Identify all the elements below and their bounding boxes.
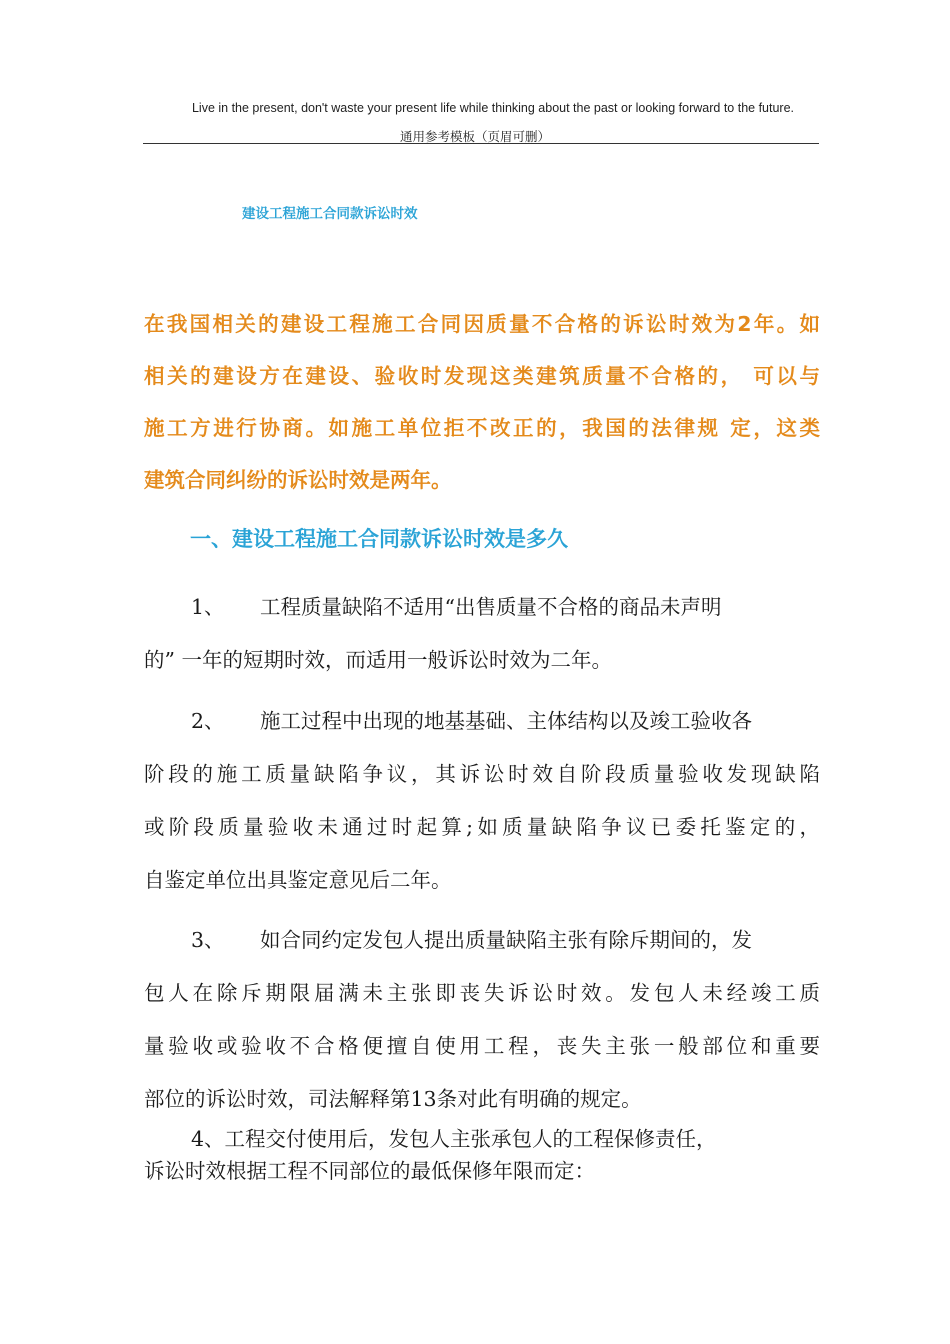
list-item-2 xyxy=(144,704,820,916)
item-line: 部位的诉讼时效，司法解释第13条对此有明确的规定。 xyxy=(144,1087,642,1111)
header-divider xyxy=(143,143,819,144)
item-line: 阶段的施工质量缺陷争议，其诉讼时效自阶段质量验收发现缺陷 xyxy=(144,762,820,786)
item-line: 或阶段质量验收未通过时起算;如质量缺陷争议已委托鉴定的， xyxy=(144,815,820,839)
item-line: 包人在除斥期限届满未主张即丧失诉讼时效。发包人未经竣工质 xyxy=(144,981,820,1005)
intro-line: 施工方进行协商。如施工单位拒不改正的，我国的法律规 定，这类 xyxy=(144,416,820,440)
document-title: 建设工程施工合同款诉讼时效 xyxy=(242,206,418,222)
item-line: 量验收或验收不合格便擅自使用工程，丧失主张一般部位和重要 xyxy=(144,1034,820,1058)
item-first-line: 工程交付使用后，发包人主张承包人的工程保修责任， xyxy=(224,1127,717,1151)
header-quote: Live in the present, don't waste your present life while thinking about the past or looking forward to the future. xyxy=(191,101,795,115)
item-first-line: 工程质量缺陷不适用“出售质量不合格的商品未声明 xyxy=(260,595,722,619)
section-heading: 一、建设工程施工合同款诉讼时效是多久 xyxy=(190,527,568,551)
intro-line: 相关的建设方在建设、验收时发现这类建筑质量不合格的， 可以与 xyxy=(144,364,820,388)
intro-paragraph xyxy=(144,308,820,516)
item-first-line: 施工过程中出现的地基基础、主体结构以及竣工验收各 xyxy=(260,709,752,733)
item-first-line: 如合同约定发包人提出质量缺陷主张有除斥期间的，发 xyxy=(260,928,752,952)
list-item-3 xyxy=(144,923,820,1135)
list-item-1 xyxy=(144,590,820,696)
item-line: 自鉴定单位出具鉴定意见后二年。 xyxy=(144,868,452,892)
item-number: 4、 xyxy=(191,1127,225,1151)
item-line: 诉讼时效根据工程不同部位的最低保修年限而定： xyxy=(144,1159,595,1183)
intro-line: 建筑合同纠纷的诉讼时效是两年。 xyxy=(144,468,452,492)
header-subtitle: 通用参考模板（页眉可删） xyxy=(399,129,550,144)
item-line: 的” 一年的短期时效，而适用一般诉讼时效为二年。 xyxy=(144,648,612,672)
list-item-4 xyxy=(144,1124,820,1188)
item-number: 3、 xyxy=(191,928,225,952)
intro-line: 在我国相关的建设工程施工合同因质量不合格的诉讼时效为2年。如 xyxy=(144,312,820,336)
item-number: 1、 xyxy=(191,595,225,619)
item-number: 2、 xyxy=(191,709,225,733)
